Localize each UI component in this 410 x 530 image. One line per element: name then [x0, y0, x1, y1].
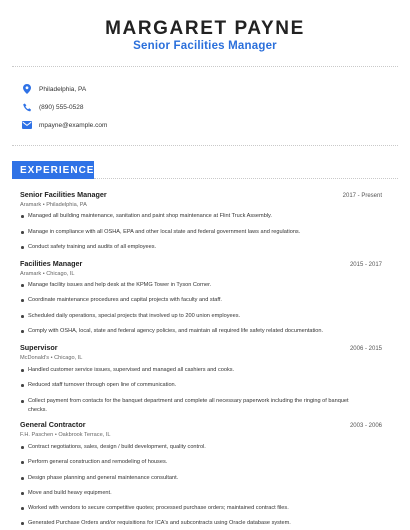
- experience-section-header: EXPERIENCE: [12, 161, 94, 179]
- job-company: Aramark • Philadelphia, PA: [20, 202, 87, 208]
- job-dates: 2015 - 2017: [349, 262, 382, 268]
- phone-text: (890) 555-0528: [39, 103, 84, 111]
- job-bullet: Collect payment from contacts for the banquet department and complete all necessary paperwork including the ringing of banquet checks.: [20, 397, 366, 415]
- location-text: Philadelphia, PA: [39, 85, 87, 93]
- job-company: McDonald's • Chicago, IL: [20, 355, 83, 361]
- job-entry: [20, 259, 382, 277]
- job-bullet: Coordinate maintenance procedures and capital projects with faculty and staff.: [20, 296, 382, 305]
- job-bullet: Managed all building maintenance, sanitation and paint shop maintenance at Flint Truck Assembly.: [20, 212, 382, 221]
- job-bullet: Manage in compliance with all OSHA, EPA and other local state and federal government laws and regulations.: [20, 228, 382, 237]
- contact-divider: [12, 145, 398, 146]
- job-bullet: Contract negotiations, sales, design / build development, quality control.: [20, 443, 382, 452]
- job-bullet: Generated Purchase Orders and/or requisitions for ICA's and subcontracts using Oracle database system.: [20, 519, 382, 528]
- job-title: General Contractor: [20, 420, 86, 429]
- section-divider: [94, 178, 398, 179]
- contact-email: [22, 118, 107, 132]
- job-bullet: Design phase planning and general maintenance consultant.: [20, 474, 382, 483]
- job-entry: [20, 190, 382, 208]
- job-dates: 2017 - Present: [342, 193, 382, 199]
- job-headline: Senior Facilities Manager: [133, 40, 277, 52]
- email-text: mpayne@example.com: [39, 121, 108, 129]
- job-company: Aramark • Chicago, IL: [20, 271, 75, 277]
- job-entry: [20, 420, 382, 438]
- job-bullet: Worked with vendors to secure competitive quotes; processed purchase orders; maintained contract files.: [20, 504, 382, 513]
- job-bullet: Move and build heavy equipment.: [20, 489, 382, 498]
- job-bullet: Conduct safety training and audits of all employees.: [20, 243, 382, 252]
- job-dates: 2003 - 2006: [349, 423, 382, 429]
- job-bullet: Handled customer service issues, supervised and managed all cashiers and cooks.: [20, 366, 382, 375]
- job-bullet: Scheduled daily operations, special projects that involved up to 200 union employees.: [20, 312, 382, 321]
- contact-phone: [22, 100, 83, 114]
- job-bullet: Reduced staff turnover through open line of communication.: [20, 381, 382, 390]
- job-entry: [20, 343, 382, 361]
- candidate-name: MARGARET PAYNE: [105, 18, 305, 39]
- job-title: Senior Facilities Manager: [20, 190, 107, 199]
- job-title: Facilities Manager: [20, 259, 83, 268]
- job-bullet: Manage facility issues and help desk at the KPMG Tower in Tyson Corner.: [20, 281, 382, 290]
- phone-icon: [22, 102, 32, 112]
- job-bullet: Comply with OSHA, local, state and federal agency policies, and maintain all required life safety related documentation.: [20, 327, 382, 336]
- location-pin-icon: [22, 84, 32, 94]
- header-divider: [12, 66, 398, 67]
- email-icon: [22, 120, 32, 130]
- contact-location: [22, 82, 86, 96]
- job-company: F.H. Paschen • Oakbrook Terrace, IL: [20, 432, 111, 438]
- job-title: Supervisor: [20, 343, 58, 352]
- job-dates: 2006 - 2015: [349, 346, 382, 352]
- job-bullet: Perform general construction and remodeling of houses.: [20, 458, 382, 467]
